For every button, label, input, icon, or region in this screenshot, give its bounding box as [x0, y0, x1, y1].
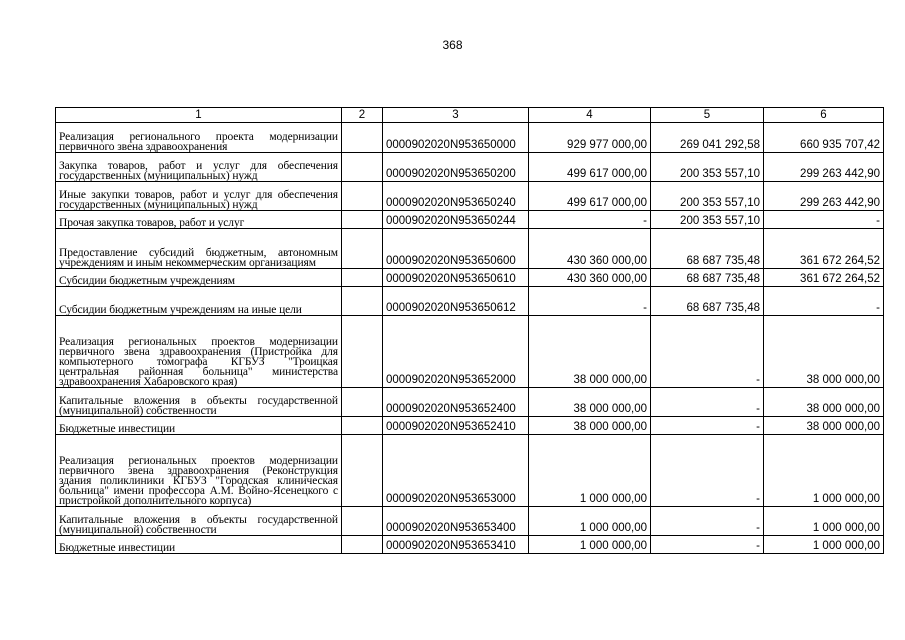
- row-value-col5: 269 041 292,58: [651, 123, 764, 153]
- row-value-col4: 38 000 000,00: [529, 316, 651, 388]
- row-value-col4: 38 000 000,00: [529, 388, 651, 417]
- row-col2: [342, 123, 383, 153]
- row-name: Реализация регионального проекта модернизации первичного звена здравоохранения: [56, 123, 342, 153]
- row-col2: [342, 435, 383, 507]
- row-name: Закупка товаров, работ и услуг для обеспечения государственных (муниципальных) нужд: [56, 153, 342, 182]
- row-col2: [342, 316, 383, 388]
- header-cell-1: 1: [56, 108, 342, 123]
- row-value-col6: 361 672 264,52: [764, 269, 884, 287]
- row-name: Иные закупки товаров, работ и услуг для обеспечения государственных (муниципальных) нужд: [56, 182, 342, 211]
- row-value-col4: -: [529, 211, 651, 229]
- row-value-col6: 299 263 442,90: [764, 182, 884, 211]
- row-col2: [342, 417, 383, 435]
- row-value-col6: 660 935 707,42: [764, 123, 884, 153]
- row-name: Предоставление субсидий бюджетным, автономным учреждениям и иным некоммерческим организациям: [56, 229, 342, 269]
- row-name: Реализация региональных проектов модернизации первичного звена здравоохранения (Реконструкция здания поликлиники КГБУЗ "Городская клиническая больница" имени профессора А.М. Войно-Ясенецкого с пристройкой дополнительного корпуса): [56, 435, 342, 507]
- header-cell-4: 4: [529, 108, 651, 123]
- header-cell-3: 3: [383, 108, 529, 123]
- table-row: [56, 182, 884, 211]
- header-cell-6: 6: [764, 108, 884, 123]
- row-code: 0000902020N953650244: [383, 211, 529, 229]
- table-row: [56, 229, 884, 269]
- row-code: 0000902020N953652410: [383, 417, 529, 435]
- row-code: 0000902020N953650600: [383, 229, 529, 269]
- row-value-col5: -: [651, 388, 764, 417]
- row-code: 0000902020N953653000: [383, 435, 529, 507]
- row-name: Капитальные вложения в объекты государственной (муниципальной) собственности: [56, 388, 342, 417]
- row-value-col6: -: [764, 287, 884, 316]
- table-row: [56, 211, 884, 229]
- table-row: [56, 316, 884, 388]
- row-col2: [342, 287, 383, 316]
- header-cell-5: 5: [651, 108, 764, 123]
- table-row: [56, 507, 884, 536]
- row-value-col4: 499 617 000,00: [529, 153, 651, 182]
- row-value-col6: 1 000 000,00: [764, 536, 884, 554]
- row-value-col6: 299 263 442,90: [764, 153, 884, 182]
- row-col2: [342, 229, 383, 269]
- row-value-col4: 430 360 000,00: [529, 269, 651, 287]
- row-col2: [342, 153, 383, 182]
- row-value-col4: 430 360 000,00: [529, 229, 651, 269]
- table-row: [56, 417, 884, 435]
- row-name: Бюджетные инвестиции: [56, 536, 342, 554]
- row-code: 0000902020N953653410: [383, 536, 529, 554]
- page-number: 368: [442, 38, 463, 52]
- row-name: Бюджетные инвестиции: [56, 417, 342, 435]
- row-col2: [342, 269, 383, 287]
- table-row: [56, 123, 884, 153]
- row-col2: [342, 182, 383, 211]
- row-value-col6: 1 000 000,00: [764, 507, 884, 536]
- row-col2: [342, 507, 383, 536]
- row-value-col5: 200 353 557,10: [651, 211, 764, 229]
- header-cell-2: 2: [342, 108, 383, 123]
- row-code: 0000902020N953652000: [383, 316, 529, 388]
- row-code: 0000902020N953650240: [383, 182, 529, 211]
- row-value-col4: 38 000 000,00: [529, 417, 651, 435]
- row-value-col6: 38 000 000,00: [764, 316, 884, 388]
- row-col2: [342, 536, 383, 554]
- table-row: [56, 269, 884, 287]
- row-name: Капитальные вложения в объекты государственной (муниципальной) собственности: [56, 507, 342, 536]
- row-value-col5: -: [651, 435, 764, 507]
- row-value-col6: -: [764, 211, 884, 229]
- row-value-col4: 929 977 000,00: [529, 123, 651, 153]
- header-row: [56, 108, 884, 123]
- row-code: 0000902020N953653400: [383, 507, 529, 536]
- row-value-col4: -: [529, 287, 651, 316]
- row-name: Субсидии бюджетным учреждениям: [56, 269, 342, 287]
- row-value-col6: 361 672 264,52: [764, 229, 884, 269]
- row-value-col4: 499 617 000,00: [529, 182, 651, 211]
- row-code: 0000902020N953652400: [383, 388, 529, 417]
- row-col2: [342, 211, 383, 229]
- table-row: [56, 388, 884, 417]
- row-name: Прочая закупка товаров, работ и услуг: [56, 211, 342, 229]
- row-value-col5: 200 353 557,10: [651, 182, 764, 211]
- row-value-col5: -: [651, 536, 764, 554]
- row-name: Реализация региональных проектов модернизации первичного звена здравоохранения (Пристройка для компьютерного томографа КГБУЗ "Троицкая центральная районная больница" министерства здравоохранения Хабаровского края): [56, 316, 342, 388]
- row-value-col5: 68 687 735,48: [651, 287, 764, 316]
- row-value-col5: -: [651, 316, 764, 388]
- row-value-col6: 38 000 000,00: [764, 388, 884, 417]
- row-value-col4: 1 000 000,00: [529, 435, 651, 507]
- row-value-col5: 68 687 735,48: [651, 269, 764, 287]
- table-row: [56, 435, 884, 507]
- row-col2: [342, 388, 383, 417]
- row-name: Субсидии бюджетным учреждениям на иные цели: [56, 287, 342, 316]
- row-code: 0000902020N953650612: [383, 287, 529, 316]
- row-value-col5: 68 687 735,48: [651, 229, 764, 269]
- row-code: 0000902020N953650610: [383, 269, 529, 287]
- table-row: [56, 153, 884, 182]
- row-value-col5: 200 353 557,10: [651, 153, 764, 182]
- row-value-col4: 1 000 000,00: [529, 507, 651, 536]
- row-code: 0000902020N953650200: [383, 153, 529, 182]
- row-value-col6: 1 000 000,00: [764, 435, 884, 507]
- row-value-col5: -: [651, 417, 764, 435]
- budget-table: [55, 107, 884, 554]
- row-value-col6: 38 000 000,00: [764, 417, 884, 435]
- table-row: [56, 287, 884, 316]
- table-row: [56, 536, 884, 554]
- row-value-col4: 1 000 000,00: [529, 536, 651, 554]
- row-value-col5: -: [651, 507, 764, 536]
- row-code: 0000902020N953650000: [383, 123, 529, 153]
